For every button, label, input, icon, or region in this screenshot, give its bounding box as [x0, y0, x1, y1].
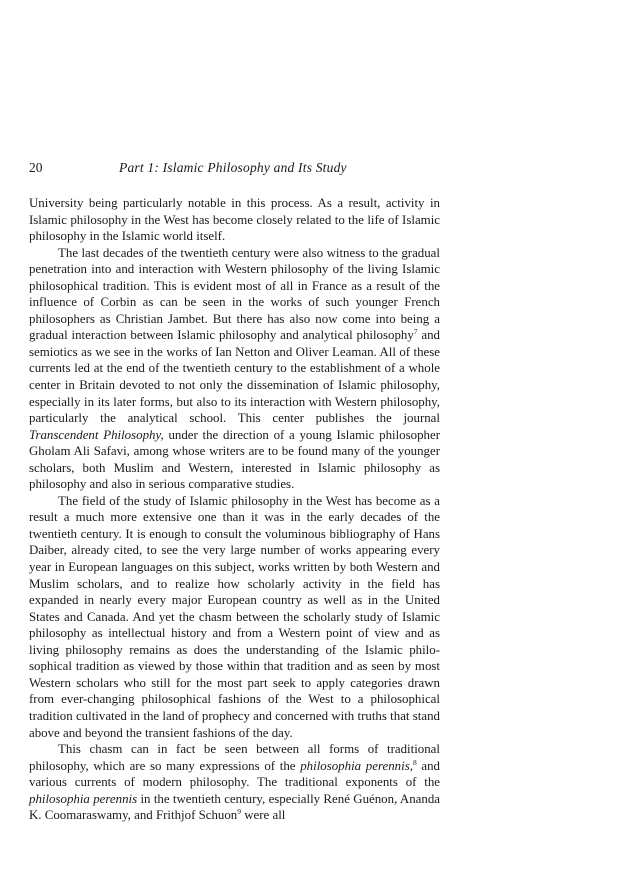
paragraph-4-text-b: and various currents of modern philosophy. The traditional exponents of the [29, 758, 440, 790]
body-text [29, 195, 440, 824]
paragraph-4 [29, 741, 440, 824]
running-title: Part 1: Islamic Philosophy and Its Study [119, 160, 347, 175]
footnote-ref-7: 7 [413, 327, 418, 337]
paragraph-2-text-a: The last decades of the twentieth century were also witness to the gradual penetration into and interaction with Western philosophy of the living Islamic philosophical tradition. This is evident most of all in France as a result of the influence of Corbin as can be seen in the works of such younger French philosophers as Christian Jambet. But there has also now come into being a gradual interaction between Islamic philosophy and analytical philosophy [29, 245, 440, 343]
paragraph-2 [29, 245, 440, 493]
paragraph-4-text-c: in the twentieth century, especially René Guénon, Ananda K. Coomaraswamy, and Frithjof Schuon [29, 791, 440, 823]
paragraph-2-text-c: under the direction of a young Islamic philosopher Gholam Ali Safavi, among whose writers are to be found many of the younger scholars, both Muslim and Western, interested in Islamic philosophy as philosophy and also in serious comparative studies. [29, 427, 440, 492]
paragraph-4-text-a: This chasm can in fact be seen between all forms of traditional philosophy, which are so many expressions of the [29, 742, 440, 773]
latin-term-1: philosophia perennis, [300, 758, 413, 773]
journal-title: Transcendent Philosophy, [29, 427, 164, 442]
footnote-ref-9: 9 [237, 807, 242, 817]
running-head [29, 160, 439, 180]
paragraph-2-text-b: and semiotics as we see in the works of Ian Netton and Oliver Leaman. All of these currents led at the end of the twentieth century to the establishment of a whole center in Britain devoted to not only the dissemination of Islamic philosophy, especially in its later forms, but also to its interaction with Western philosophy, particularly the analytical school. This center publishes the journal [29, 328, 440, 426]
paragraph-1: University being particularly notable in this process. As a result, activity in Islamic philosophy in the West has become closely related to the life of Islamic philosophy in the Islamic world itself. [29, 196, 440, 244]
paragraph-3: The field of the study of Islamic philosophy in the West has become as a result a much more extensive one than it was in the early decades of the twentieth century. It is enough to consult the voluminous bibliography of Hans Daiber, already cited, to see the very large number of works appearing every year in European languages on this subject, works written by both Western and Muslim scholars, and to realize how scholarly activity in the field has expanded in nearly every major European country as well as in the United States and Canada. And yet the chasm between the scholarly study of Islamic philosophy as intellectual history and from a Western point of view and as living philosophy remains as does the understanding of the Islamic philosophical tradition as viewed by those within that tradition and as seen by most Western scholars who still for the most part seek to apply categories drawn from ever-changing philosophical fashions of the West to a philosophical tradition cultivated in the land of prophecy and concerned with truths that stand above and beyond the transient fashions of the day. [29, 493, 440, 740]
footnote-ref-8: 8 [412, 757, 417, 767]
page-number: 20 [29, 160, 43, 175]
paragraph-4-text-d: were all [241, 808, 286, 823]
latin-term-2: philosophia perennis [29, 791, 138, 806]
